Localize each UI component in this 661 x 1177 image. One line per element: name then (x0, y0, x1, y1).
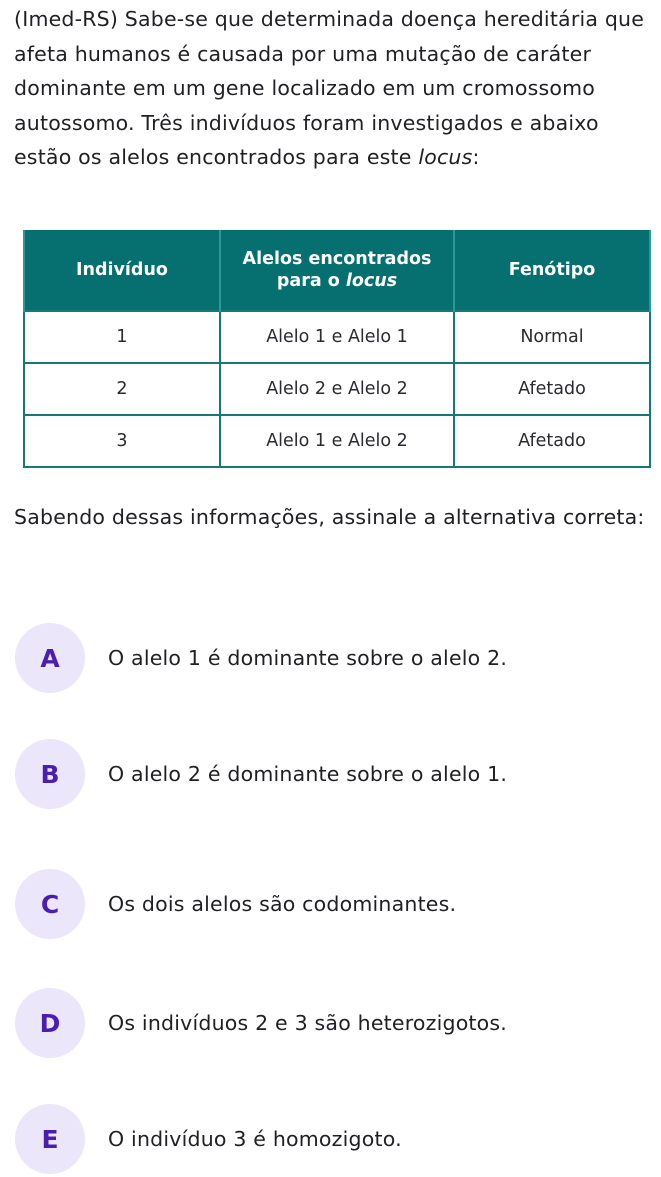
question-body: (Imed-RS) Sabe-se que determinada doença hereditária que afeta humanos é causada por uma mutação de caráter dominante em um gene localizado em um cromossomo autossomo. Três indivíduos foram investigados e abaixo estão os alelos encontrados para este (14, 7, 645, 169)
cell-fenotipo: Normal (454, 311, 650, 363)
table-row (24, 311, 650, 363)
option-text-a[interactable]: O alelo 1 é dominante sobre o alelo 2. (108, 646, 508, 670)
option-c[interactable] (15, 866, 655, 942)
cell-individuo: 3 (24, 415, 220, 467)
question-emphasis: locus (418, 145, 473, 169)
option-letter-b[interactable]: B (15, 739, 85, 809)
question-text (14, 2, 654, 175)
option-letter-c[interactable]: C (15, 869, 85, 939)
table-row (24, 415, 650, 467)
header-alelos-line1: Alelos encontrados (242, 249, 432, 269)
option-text-c[interactable]: Os dois alelos são codominantes. (108, 892, 457, 916)
question-suffix: : (472, 145, 480, 169)
alleles-table (23, 230, 651, 468)
option-d[interactable] (15, 985, 655, 1061)
header-individuo: Indivíduo (24, 230, 220, 311)
option-letter-d[interactable]: D (15, 988, 85, 1058)
header-alelos-emphasis: locus (345, 271, 398, 291)
header-fenotipo: Fenótipo (454, 230, 650, 311)
option-a[interactable] (15, 620, 655, 696)
option-text-e[interactable]: O indivíduo 3 é homozigoto. (108, 1127, 402, 1151)
table-header-row (24, 230, 650, 311)
header-alelos-line2: para o (276, 271, 346, 291)
cell-individuo: 2 (24, 363, 220, 415)
option-letter-a[interactable]: A (15, 623, 85, 693)
question-prompt: Sabendo dessas informações, assinale a alternativa correta: (14, 505, 645, 529)
table-row (24, 363, 650, 415)
cell-alelos: Alelo 1 e Alelo 1 (220, 311, 454, 363)
option-text-d[interactable]: Os indivíduos 2 e 3 são heterozigotos. (108, 1011, 508, 1035)
cell-individuo: 1 (24, 311, 220, 363)
option-text-b[interactable]: O alelo 2 é dominante sobre o alelo 1. (108, 762, 508, 786)
option-b[interactable] (15, 736, 655, 812)
option-e[interactable] (15, 1101, 655, 1177)
cell-fenotipo: Afetado (454, 363, 650, 415)
header-alelos (220, 230, 454, 311)
option-letter-e[interactable]: E (15, 1104, 85, 1174)
cell-alelos: Alelo 2 e Alelo 2 (220, 363, 454, 415)
cell-fenotipo: Afetado (454, 415, 650, 467)
cell-alelos: Alelo 1 e Alelo 2 (220, 415, 454, 467)
